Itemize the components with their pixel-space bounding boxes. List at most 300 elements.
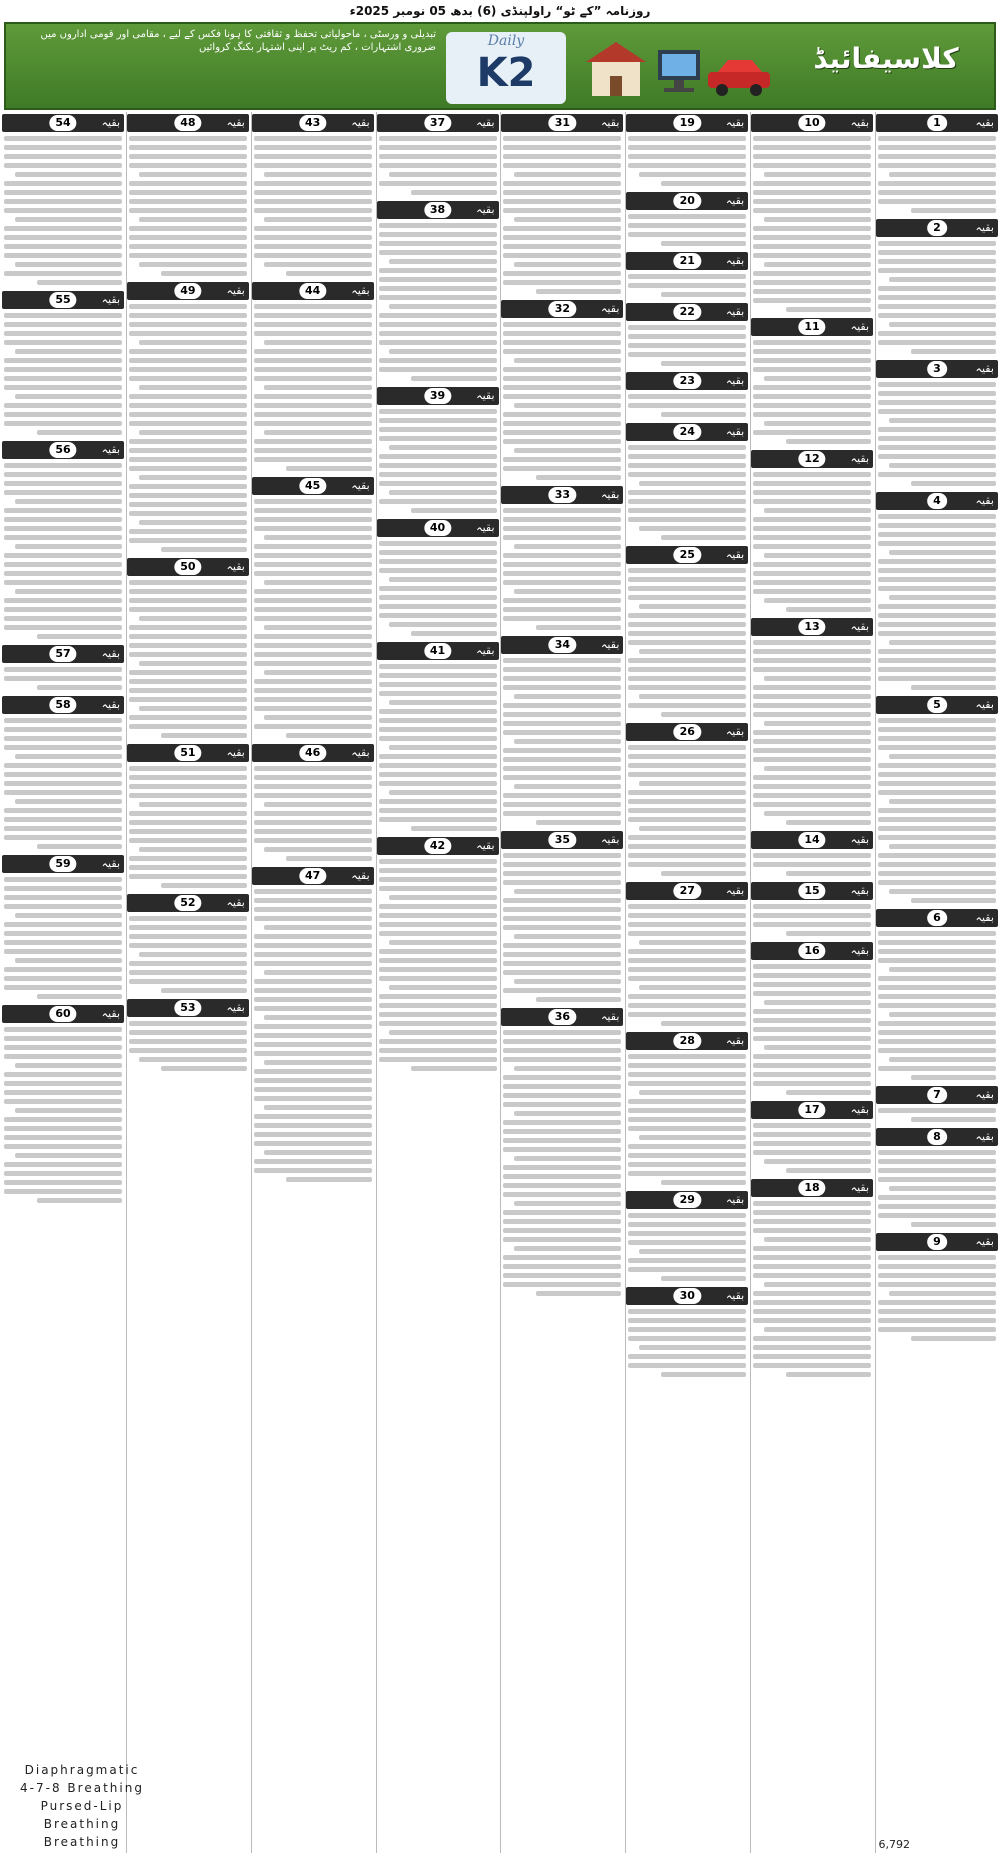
text-line <box>379 868 497 873</box>
text-line <box>878 622 996 627</box>
badge-word: بقیہ <box>226 746 245 759</box>
ad-badge <box>876 219 998 237</box>
text-line <box>503 853 621 858</box>
text-line <box>129 181 247 186</box>
ad-badge <box>501 486 623 504</box>
text-line <box>628 931 746 936</box>
text-line <box>503 163 621 168</box>
text-line <box>753 730 871 735</box>
text-line <box>628 490 746 495</box>
text-line <box>889 799 996 804</box>
ad-text-block <box>626 1054 748 1185</box>
badge-word: بقیہ <box>351 746 370 759</box>
ad-badge <box>501 300 623 318</box>
text-line <box>4 190 122 195</box>
text-line <box>4 1171 122 1176</box>
text-line <box>161 271 246 276</box>
text-line <box>503 1093 621 1098</box>
text-line <box>254 643 372 648</box>
classified-ad <box>751 831 873 876</box>
text-line <box>878 331 996 336</box>
text-line <box>503 676 621 681</box>
text-line <box>139 1057 246 1062</box>
text-line <box>254 679 372 684</box>
text-line <box>878 931 996 936</box>
breathing-line-3: Pursed-Lip Breathing <box>40 1799 124 1831</box>
text-line <box>379 154 497 159</box>
ad-badge <box>626 423 748 441</box>
text-line <box>514 1201 621 1206</box>
ad-badge <box>751 1179 873 1197</box>
text-line <box>503 1174 621 1179</box>
text-line <box>753 1036 871 1041</box>
classified-ad <box>626 192 748 246</box>
text-line <box>379 949 497 954</box>
text-line <box>4 1072 122 1077</box>
text-line <box>4 745 122 750</box>
text-line <box>129 916 247 921</box>
text-line <box>628 283 746 288</box>
text-line <box>878 631 996 636</box>
classified-ad <box>252 744 374 861</box>
text-line <box>4 1189 122 1194</box>
text-line <box>503 1264 621 1269</box>
text-line <box>628 1081 746 1086</box>
text-line <box>379 499 497 504</box>
text-line <box>254 313 372 318</box>
ad-badge <box>626 252 748 270</box>
classified-ad <box>501 831 623 1002</box>
text-line <box>628 844 746 849</box>
text-line <box>4 886 122 891</box>
text-line <box>878 559 996 564</box>
text-line <box>628 685 746 690</box>
text-line <box>639 526 746 531</box>
text-line <box>503 154 621 159</box>
ad-number: 43 <box>299 115 326 131</box>
text-line <box>4 208 122 213</box>
ad-badge <box>626 546 748 564</box>
text-line <box>628 1162 746 1167</box>
text-line <box>503 199 621 204</box>
classified-ad <box>626 1287 748 1377</box>
text-line <box>4 403 122 408</box>
ad-badge <box>626 303 748 321</box>
text-line <box>878 454 996 459</box>
classified-ad <box>2 441 124 639</box>
text-line <box>628 1153 746 1158</box>
text-line <box>764 1327 871 1332</box>
text-line <box>254 244 372 249</box>
text-line <box>254 838 372 843</box>
text-line <box>129 313 247 318</box>
text-line <box>4 517 122 522</box>
text-line <box>4 1090 122 1095</box>
ad-badge <box>501 636 623 654</box>
text-line <box>379 931 497 936</box>
text-line <box>878 532 996 537</box>
text-line <box>786 931 871 936</box>
text-line <box>379 136 497 141</box>
text-line <box>514 889 621 894</box>
text-line <box>753 1009 871 1014</box>
text-line <box>15 217 122 222</box>
text-line <box>753 199 871 204</box>
ad-text-block <box>626 325 748 366</box>
text-line <box>753 1027 871 1032</box>
ad-number: 58 <box>49 697 76 713</box>
text-line <box>503 367 621 372</box>
ad-badge <box>377 387 499 405</box>
text-line <box>878 613 996 618</box>
text-line <box>254 811 372 816</box>
text-line <box>4 1117 122 1122</box>
text-line <box>254 136 372 141</box>
text-line <box>878 1048 996 1053</box>
text-line <box>264 172 371 177</box>
text-line <box>786 607 871 612</box>
text-line <box>4 367 122 372</box>
ad-text-block <box>876 241 998 354</box>
text-line <box>878 1213 996 1218</box>
badge-word: بقیہ <box>476 116 495 129</box>
ad-number: 42 <box>424 838 451 854</box>
text-line <box>753 517 871 522</box>
text-line <box>379 718 497 723</box>
text-line <box>503 1120 621 1125</box>
text-line <box>379 181 497 186</box>
text-line <box>264 802 371 807</box>
ad-text-block <box>876 931 998 1080</box>
text-line <box>4 145 122 150</box>
text-line <box>15 172 122 177</box>
text-line <box>503 961 621 966</box>
text-line <box>254 448 372 453</box>
text-line <box>4 1135 122 1140</box>
text-line <box>4 598 122 603</box>
text-line <box>514 1066 621 1071</box>
ad-badge <box>2 696 124 714</box>
ad-text-block <box>751 1201 873 1377</box>
text-line <box>129 979 247 984</box>
text-line <box>389 259 496 264</box>
ad-text-block <box>751 904 873 936</box>
text-line <box>753 1072 871 1077</box>
text-line <box>379 772 497 777</box>
text-line <box>753 1081 871 1086</box>
text-line <box>503 802 621 807</box>
classified-ad <box>252 867 374 1182</box>
text-line <box>628 1054 746 1059</box>
text-line <box>753 862 871 867</box>
badge-word: بقیہ <box>725 884 745 897</box>
ad-badge <box>377 519 499 537</box>
text-line <box>503 1282 621 1287</box>
text-line <box>15 1108 122 1113</box>
text-line <box>254 253 372 258</box>
classified-ad <box>252 114 374 276</box>
text-line <box>4 763 122 768</box>
breathing-line-1: Diaphragmatic <box>24 1763 140 1777</box>
text-line <box>661 241 746 246</box>
text-line <box>4 271 122 276</box>
text-line <box>753 1291 871 1296</box>
ad-text-block <box>127 136 249 276</box>
text-line <box>139 430 246 435</box>
text-line <box>878 808 996 813</box>
text-line <box>889 1057 996 1062</box>
ad-text-block <box>751 964 873 1095</box>
text-line <box>753 145 871 150</box>
text-line <box>254 235 372 240</box>
text-line <box>639 826 746 831</box>
text-line <box>379 781 497 786</box>
ad-badge <box>751 942 873 960</box>
text-line <box>129 376 247 381</box>
text-line <box>15 499 122 504</box>
ad-number: 26 <box>674 724 701 740</box>
ad-number: 60 <box>49 1006 76 1022</box>
badge-word: بقیہ <box>725 194 745 207</box>
badge-word: بقیہ <box>725 725 745 738</box>
classified-ad <box>377 837 499 1071</box>
text-line <box>411 376 496 381</box>
ad-badge <box>252 477 374 495</box>
text-line <box>878 790 996 795</box>
text-line <box>4 1045 122 1050</box>
text-line <box>129 715 247 720</box>
text-line <box>264 847 371 852</box>
text-line <box>503 271 621 276</box>
classified-ad <box>751 450 873 612</box>
text-line <box>628 568 746 573</box>
ad-badge <box>626 882 748 900</box>
ad-text-block <box>2 718 124 849</box>
text-line <box>503 1228 621 1233</box>
text-line <box>254 412 372 417</box>
text-line <box>878 658 996 663</box>
text-line <box>786 1168 871 1173</box>
text-line <box>628 517 746 522</box>
text-line <box>4 376 122 381</box>
text-line <box>753 685 871 690</box>
ad-number: 6 <box>927 910 947 926</box>
text-line <box>878 190 996 195</box>
text-line <box>4 154 122 159</box>
classified-ad <box>876 1128 998 1227</box>
classified-ad <box>127 999 249 1071</box>
text-line <box>129 322 247 327</box>
text-line <box>254 979 372 984</box>
text-line <box>379 958 497 963</box>
text-line <box>503 1147 621 1152</box>
text-line <box>764 421 871 426</box>
text-line <box>889 172 996 177</box>
badge-word: بقیہ <box>975 1130 994 1143</box>
text-line <box>254 163 372 168</box>
text-line <box>379 550 497 555</box>
text-line <box>129 331 247 336</box>
text-line <box>379 682 497 687</box>
text-line <box>753 481 871 486</box>
ad-number: 49 <box>174 283 201 299</box>
text-line <box>254 331 372 336</box>
text-line <box>4 817 122 822</box>
text-line <box>878 781 996 786</box>
text-line <box>379 799 497 804</box>
text-line <box>628 352 746 357</box>
text-line <box>889 754 996 759</box>
ad-number: 39 <box>424 388 451 404</box>
footer-price: 6,792 <box>878 1838 910 1851</box>
badge-word: بقیہ <box>101 647 120 660</box>
text-line <box>628 1222 746 1227</box>
text-line <box>503 562 621 567</box>
ad-text-block <box>377 136 499 195</box>
ad-number: 21 <box>674 253 701 269</box>
text-line <box>129 625 247 630</box>
text-line <box>753 1246 871 1251</box>
text-line <box>503 598 621 603</box>
text-line <box>628 508 746 513</box>
text-line <box>286 733 371 738</box>
text-line <box>878 427 996 432</box>
ad-number: 1 <box>927 115 947 131</box>
text-line <box>628 904 746 909</box>
text-line <box>15 349 122 354</box>
ad-text-block <box>751 853 873 876</box>
text-line <box>628 154 746 159</box>
badge-word: بقیہ <box>101 698 120 711</box>
text-line <box>129 943 247 948</box>
ad-badge <box>377 642 499 660</box>
text-line <box>254 829 372 834</box>
text-line <box>753 649 871 654</box>
text-line <box>753 298 871 303</box>
badge-word: بقیہ <box>351 116 370 129</box>
text-line <box>379 358 497 363</box>
text-line <box>878 853 996 858</box>
text-line <box>503 439 621 444</box>
text-line <box>139 385 246 390</box>
ad-text-block <box>751 640 873 825</box>
text-line <box>753 526 871 531</box>
badge-word: بقیہ <box>725 116 745 129</box>
text-line <box>878 577 996 582</box>
text-line <box>514 358 621 363</box>
text-line <box>753 982 871 987</box>
text-line <box>379 664 497 669</box>
text-line <box>628 463 746 468</box>
text-line <box>411 508 496 513</box>
ad-text-block <box>501 322 623 480</box>
text-line <box>129 688 247 693</box>
text-line <box>503 988 621 993</box>
text-line <box>254 775 372 780</box>
text-line <box>129 1039 247 1044</box>
ad-text-block <box>626 445 748 540</box>
ad-number: 25 <box>674 547 701 563</box>
text-line <box>4 535 122 540</box>
text-line <box>628 754 746 759</box>
text-line <box>4 667 122 672</box>
text-line <box>878 772 996 777</box>
text-line <box>878 994 996 999</box>
text-line <box>764 376 871 381</box>
text-line <box>503 952 621 957</box>
ad-number: 24 <box>674 424 701 440</box>
text-line <box>4 718 122 723</box>
text-line <box>628 1363 746 1368</box>
text-line <box>503 871 621 876</box>
text-line <box>753 964 871 969</box>
text-line <box>129 598 247 603</box>
text-line <box>4 1054 122 1059</box>
text-line <box>37 685 122 690</box>
text-line <box>129 145 247 150</box>
text-line <box>878 604 996 609</box>
text-line <box>379 691 497 696</box>
text-line <box>4 199 122 204</box>
text-line <box>4 922 122 927</box>
classified-ad <box>377 642 499 831</box>
ad-number: 35 <box>549 832 576 848</box>
text-line <box>753 580 871 585</box>
text-line <box>379 472 497 477</box>
badge-word: بقیہ <box>850 116 870 129</box>
text-line <box>4 1162 122 1167</box>
text-line <box>379 268 497 273</box>
text-line <box>878 391 996 396</box>
text-line <box>878 268 996 273</box>
text-line <box>254 934 372 939</box>
text-line <box>254 526 372 531</box>
text-line <box>661 361 746 366</box>
text-line <box>37 280 122 285</box>
text-line <box>503 943 621 948</box>
text-line <box>254 457 372 462</box>
banner-title: کلاسیفائیڈ <box>813 42 959 75</box>
text-line <box>878 514 996 519</box>
banner-intro-text: تبدیلی و ورسٹی ، ماحولیاتی تحفظ و ثقافتی کا ہونا فکس کے لیے ، مقامی اور قومی اداروں میں ضروری اشتہارات ، کم ریٹ پر اپنی اشتہار بکنگ کروائیں <box>40 29 436 53</box>
ad-text-block <box>876 136 998 213</box>
text-line <box>503 535 621 540</box>
text-line <box>379 673 497 678</box>
text-line <box>503 394 621 399</box>
ad-badge <box>127 558 249 576</box>
text-line <box>639 649 746 654</box>
text-line <box>4 358 122 363</box>
ad-text-block <box>2 877 124 999</box>
text-line <box>764 721 871 726</box>
text-line <box>254 1033 372 1038</box>
text-line <box>129 304 247 309</box>
text-line <box>753 490 871 495</box>
text-line <box>379 454 497 459</box>
ad-text-block <box>127 304 249 552</box>
text-line <box>254 1051 372 1056</box>
text-line <box>389 1030 496 1035</box>
text-line <box>503 580 621 585</box>
classified-ad <box>501 300 623 480</box>
text-line <box>4 1081 122 1086</box>
text-line <box>628 472 746 477</box>
text-line <box>514 403 621 408</box>
text-line <box>254 499 372 504</box>
text-line <box>786 1090 871 1095</box>
text-line <box>536 820 621 825</box>
text-line <box>503 190 621 195</box>
